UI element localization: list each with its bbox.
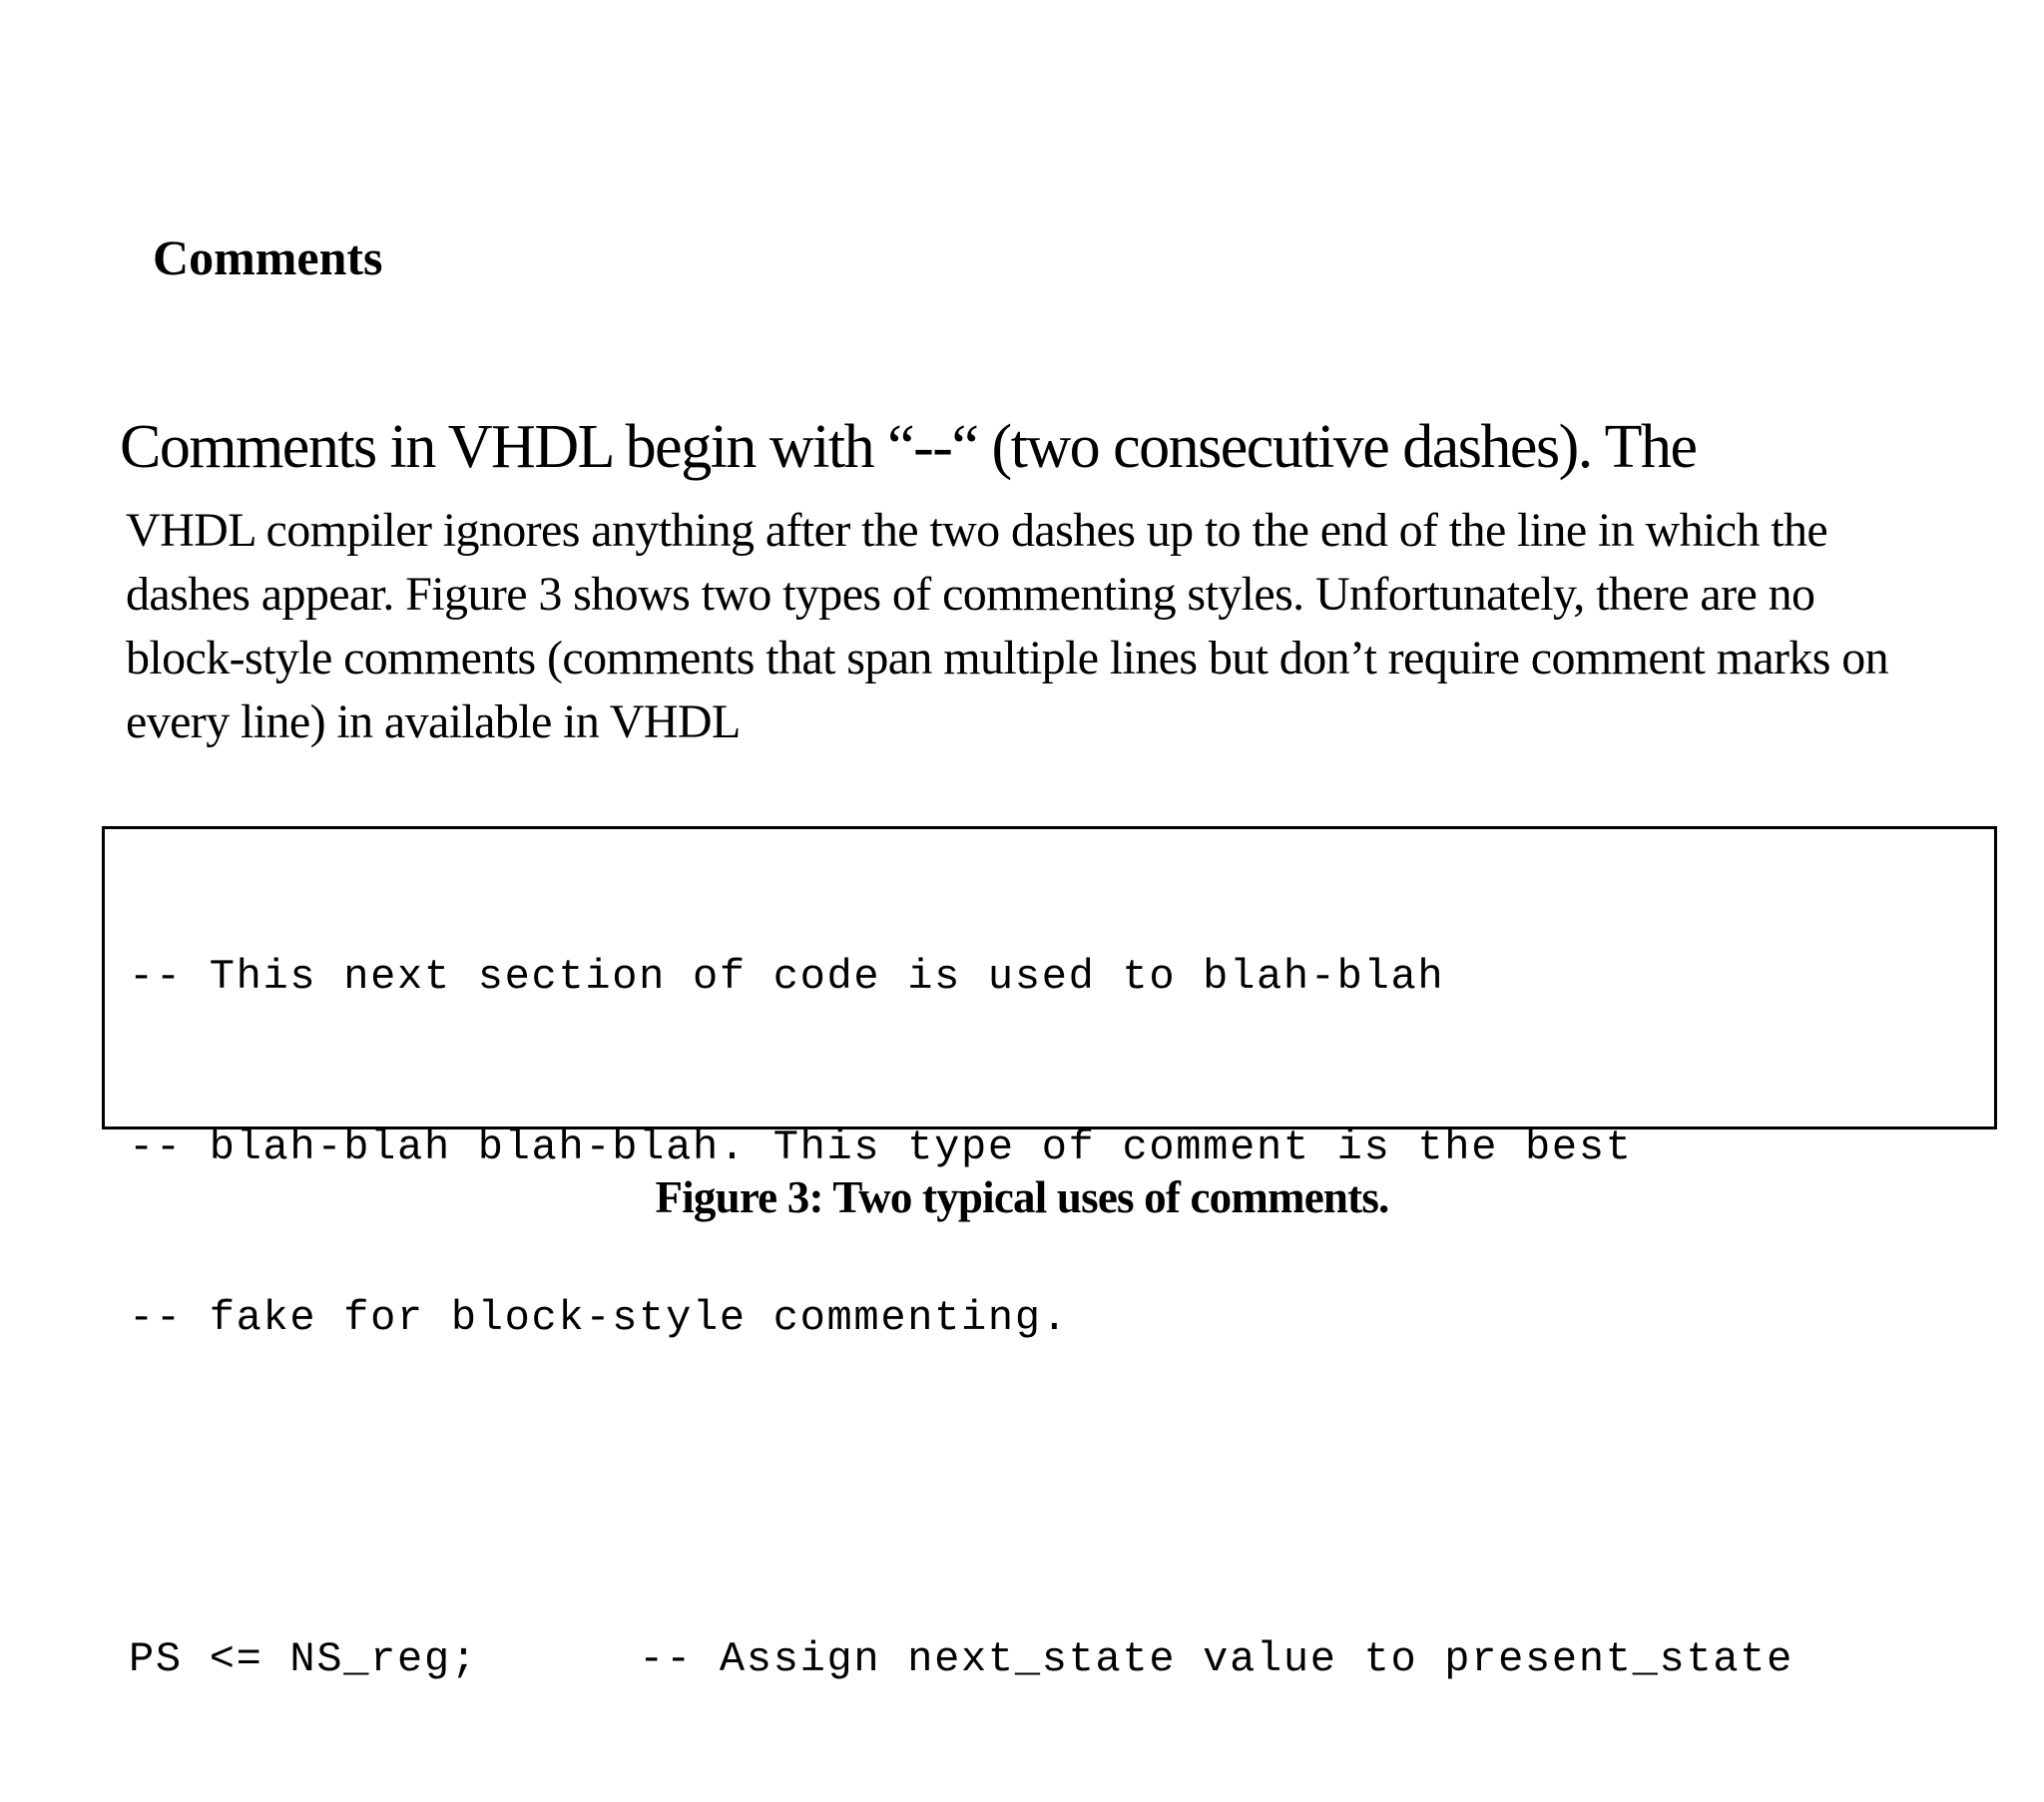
slide-heading: Comments bbox=[153, 229, 383, 285]
body-line: dashes appear. Figure 3 shows two types of commenting styles. Unfortunately, there are no bbox=[126, 568, 1815, 621]
body-paragraph bbox=[126, 499, 1942, 754]
code-line: -- fake for block-style commenting. bbox=[129, 1294, 1069, 1342]
code-line: -- This next section of code is used to blah-blah bbox=[129, 953, 1445, 1001]
code-line-blank bbox=[129, 1461, 1793, 1518]
body-line: block-style comments (comments that span multiple lines but don’t require comment marks on bbox=[126, 632, 1889, 684]
body-line: VHDL compiler ignores anything after the two dashes up to the end of the line in which the bbox=[126, 504, 1828, 557]
code-line: -- blah-blah blah-blah. This type of comment is the best bbox=[129, 1124, 1633, 1171]
code-line: PS <= NS_reg; -- Assign next_state value to present_state bbox=[129, 1635, 1794, 1683]
figure-caption: Figure 3: Two typical uses of comments. bbox=[655, 1172, 1389, 1222]
body-line: every line) in available in VHDL bbox=[126, 695, 741, 748]
lead-sentence: Comments in VHDL begin with “--“ (two consecutive dashes). The bbox=[120, 413, 1697, 481]
code-block bbox=[129, 835, 1793, 1802]
